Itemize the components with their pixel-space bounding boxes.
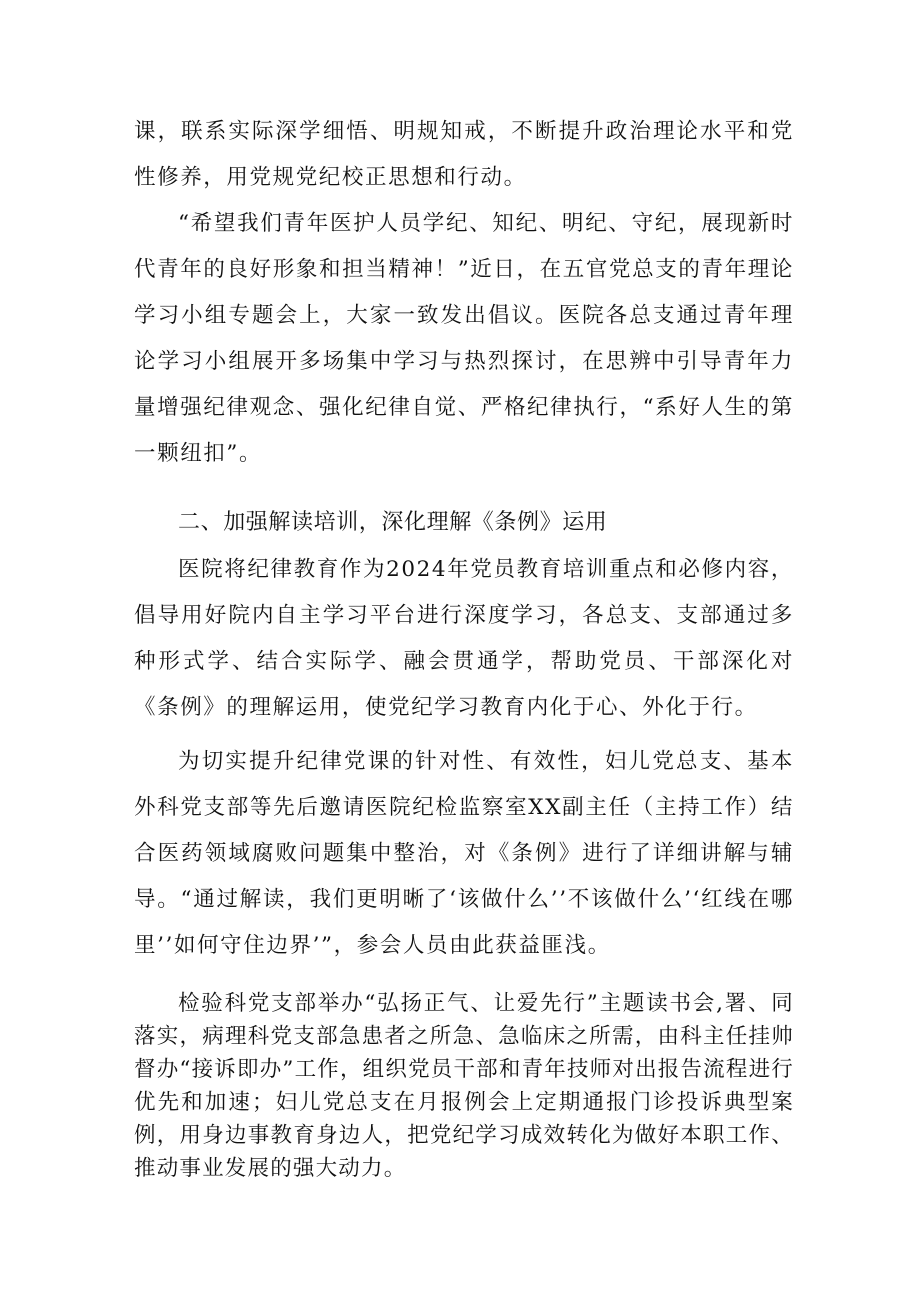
paragraph-continuation: 课，联系实际深学细悟、明规知戒，不断提升政治理论水平和党性修养，用党规党纪校正思想和行动。: [134, 119, 794, 190]
paragraph-discipline-education: 医院将纪律教育作为2024年党员教育培训重点和必修内容，倡导用好院内自主学习平台进行深度学习，各总支、支部通过多种形式学、结合实际学、融会贯通学，帮助党员、干部深化对《条例》的理解运用，使党纪学习教育内化于心、外化于行。: [134, 557, 794, 720]
paragraph-youth-initiative: “希望我们青年医护人员学纪、知纪、明纪、守纪，展现新时代青年的良好形象和担当精神！”近日，在五官党总支的青年理论学习小组专题会上，大家一致发出倡议。医院各总支通过青年理论学习小组展开多场集中学习与热烈探讨，在思辨中引导青年力量增强纪律观念、强化纪律自觉、严格纪律执行，“系好人生的第一颗纽扣”。: [134, 211, 794, 466]
section-heading: 二、加强解读培训，深化理解《条例》运用: [178, 510, 608, 535]
paragraph-branch-activities: 检验科党支部举办“弘扬正气、让爱先行”主题读书会,署、同落实，病理科党支部急患者之所急、急临床之所需，由科主任挂帅督办“接诉即办”工作，组织党员干部和青年技师对出报告流程进行优先和加速；妇儿党总支在月报例会上定期通报门诊投诉典型案例，用身边事教育身边人，把党纪学习成效转化为做好本职工作、推动事业发展的强大动力。: [134, 991, 794, 1181]
paragraph-lecture-training: 为切实提升纪律党课的针对性、有效性，妇儿党总支、基本外科党支部等先后邀请医院纪检监察室XX副主任（主持工作）结合医药领域腐败问题集中整治，对《条例》进行了详细讲解与辅导。“通过解读，我们更明晰了‘该做什么’’不该做什么’‘红线在哪里’’如何守住边界’”，参会人员由此获益匪浅。: [134, 749, 794, 958]
